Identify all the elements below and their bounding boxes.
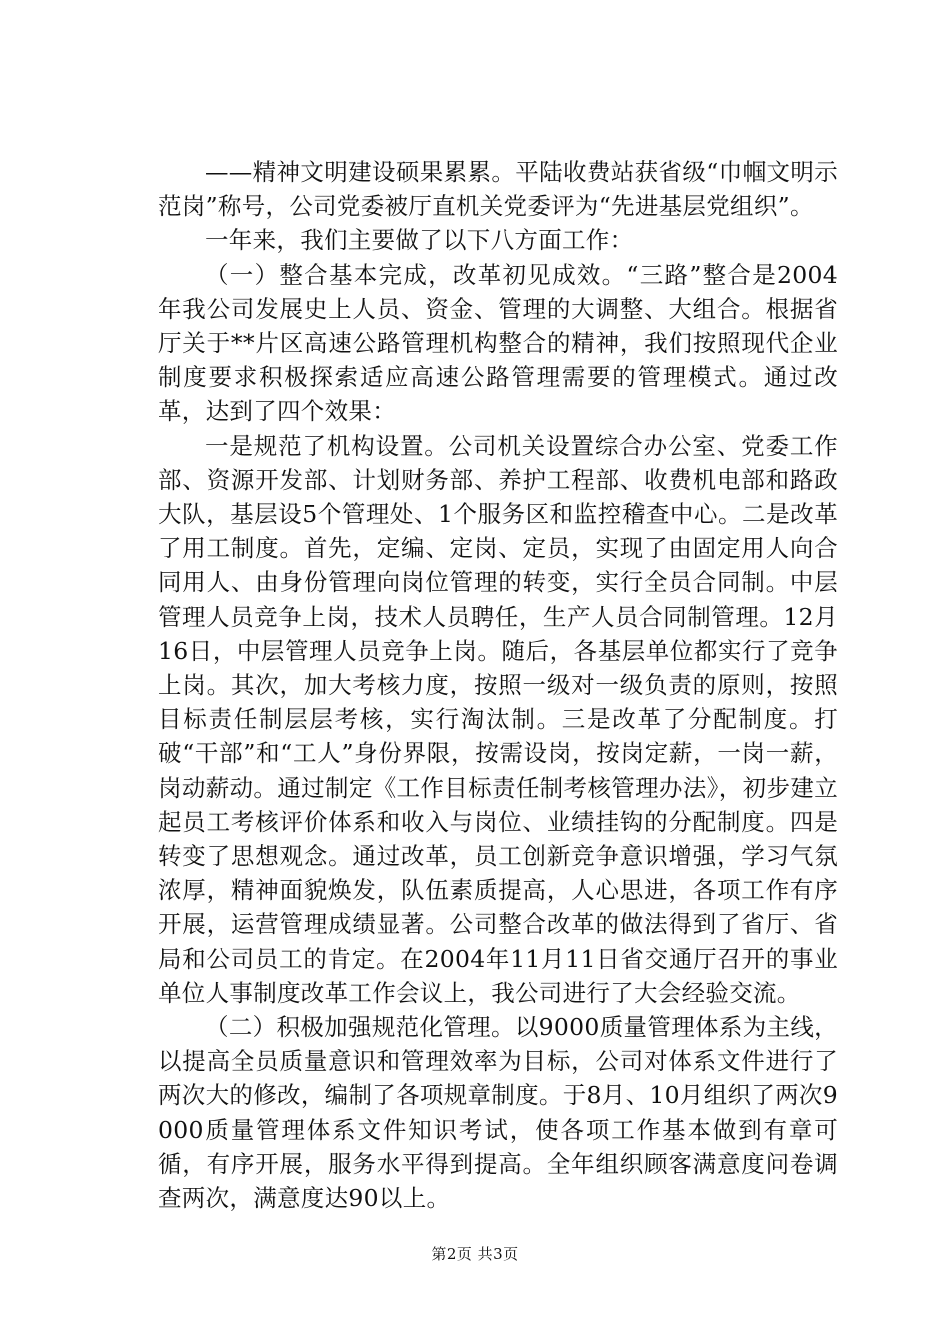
paragraph-standardized-management: （二）积极加强规范化管理。以9000质量管理体系为主线，以提高全员质量意识和管理效率为目标，公司对体系文件进行了两次大的修改，编制了各项规章制度。于8月、10月组织了两次9000质量管理体系文件知识考试，使各项工作基本做到有章可循，有序开展，服务水平得到提高。全年组织顾客满意度问卷调查两次，满意度达90以上。 bbox=[158, 1013, 838, 1213]
paragraph-integration-reform: （一）整合基本完成，改革初见成效。“三路”整合是2004年我公司发展史上人员、资金、管理的大调整、大组合。根据省厅关于**片区高速公路管理机构整合的精神，我们按照现代企业制度要求积极探索适应高速公路管理需要的管理模式。通过改革，达到了四个效果： bbox=[158, 260, 838, 426]
page-footer: 第2页 共3页 bbox=[431, 1245, 519, 1263]
paragraph-work-summary-intro: 一年来，我们主要做了以下八方面工作： bbox=[205, 226, 634, 255]
paragraph-four-effects: 一是规范了机构设置。公司机关设置综合办公室、党委工作部、资源开发部、计划财务部、养护工程部、收费机电部和路政大队，基层设5个管理处、1个服务区和监控稽查中心。二是改革了用工制度。首先，定编、定岗、定员，实现了由固定用人向合同用人、由身份管理向岗位管理的转变，实行全员合同制。中层管理人员竞争上岗，技术人员聘任，生产人员合同制管理。12月16日，中层管理人员竞争上岗。随后，各基层单位都实行了竞争上岗。其次，加大考核力度，按照一级对一级负责的原则，按照目标责任制层层考核，实行淘汰制。三是改革了分配制度。打破“干部”和“工人”身份界限，按需设岗，按岗定薪，一岗一薪，岗动薪动。通过制定《工作目标责任制考核管理办法》，初步建立起员工考核评价体系和收入与岗位、业绩挂钩的分配制度。四是转变了思想观念。通过改革，员工创新竞争意识增强，学习气氛浓厚，精神面貌焕发，队伍素质提高，人心思进，各项工作有序开展，运营管理成绩显著。公司整合改革的做法得到了省厅、省局和公司员工的肯定。在2004年11月11日省交通厅召开的事业单位人事制度改革工作会议上，我公司进行了大会经验交流。 bbox=[158, 431, 838, 1007]
paragraph-spiritual-civilization: ——精神文明建设硕果累累。平陆收费站获省级“巾帼文明示范岗”称号，公司党委被厅直机关党委评为“先进基层党组织”。 bbox=[158, 158, 838, 221]
document-body bbox=[158, 155, 838, 1215]
